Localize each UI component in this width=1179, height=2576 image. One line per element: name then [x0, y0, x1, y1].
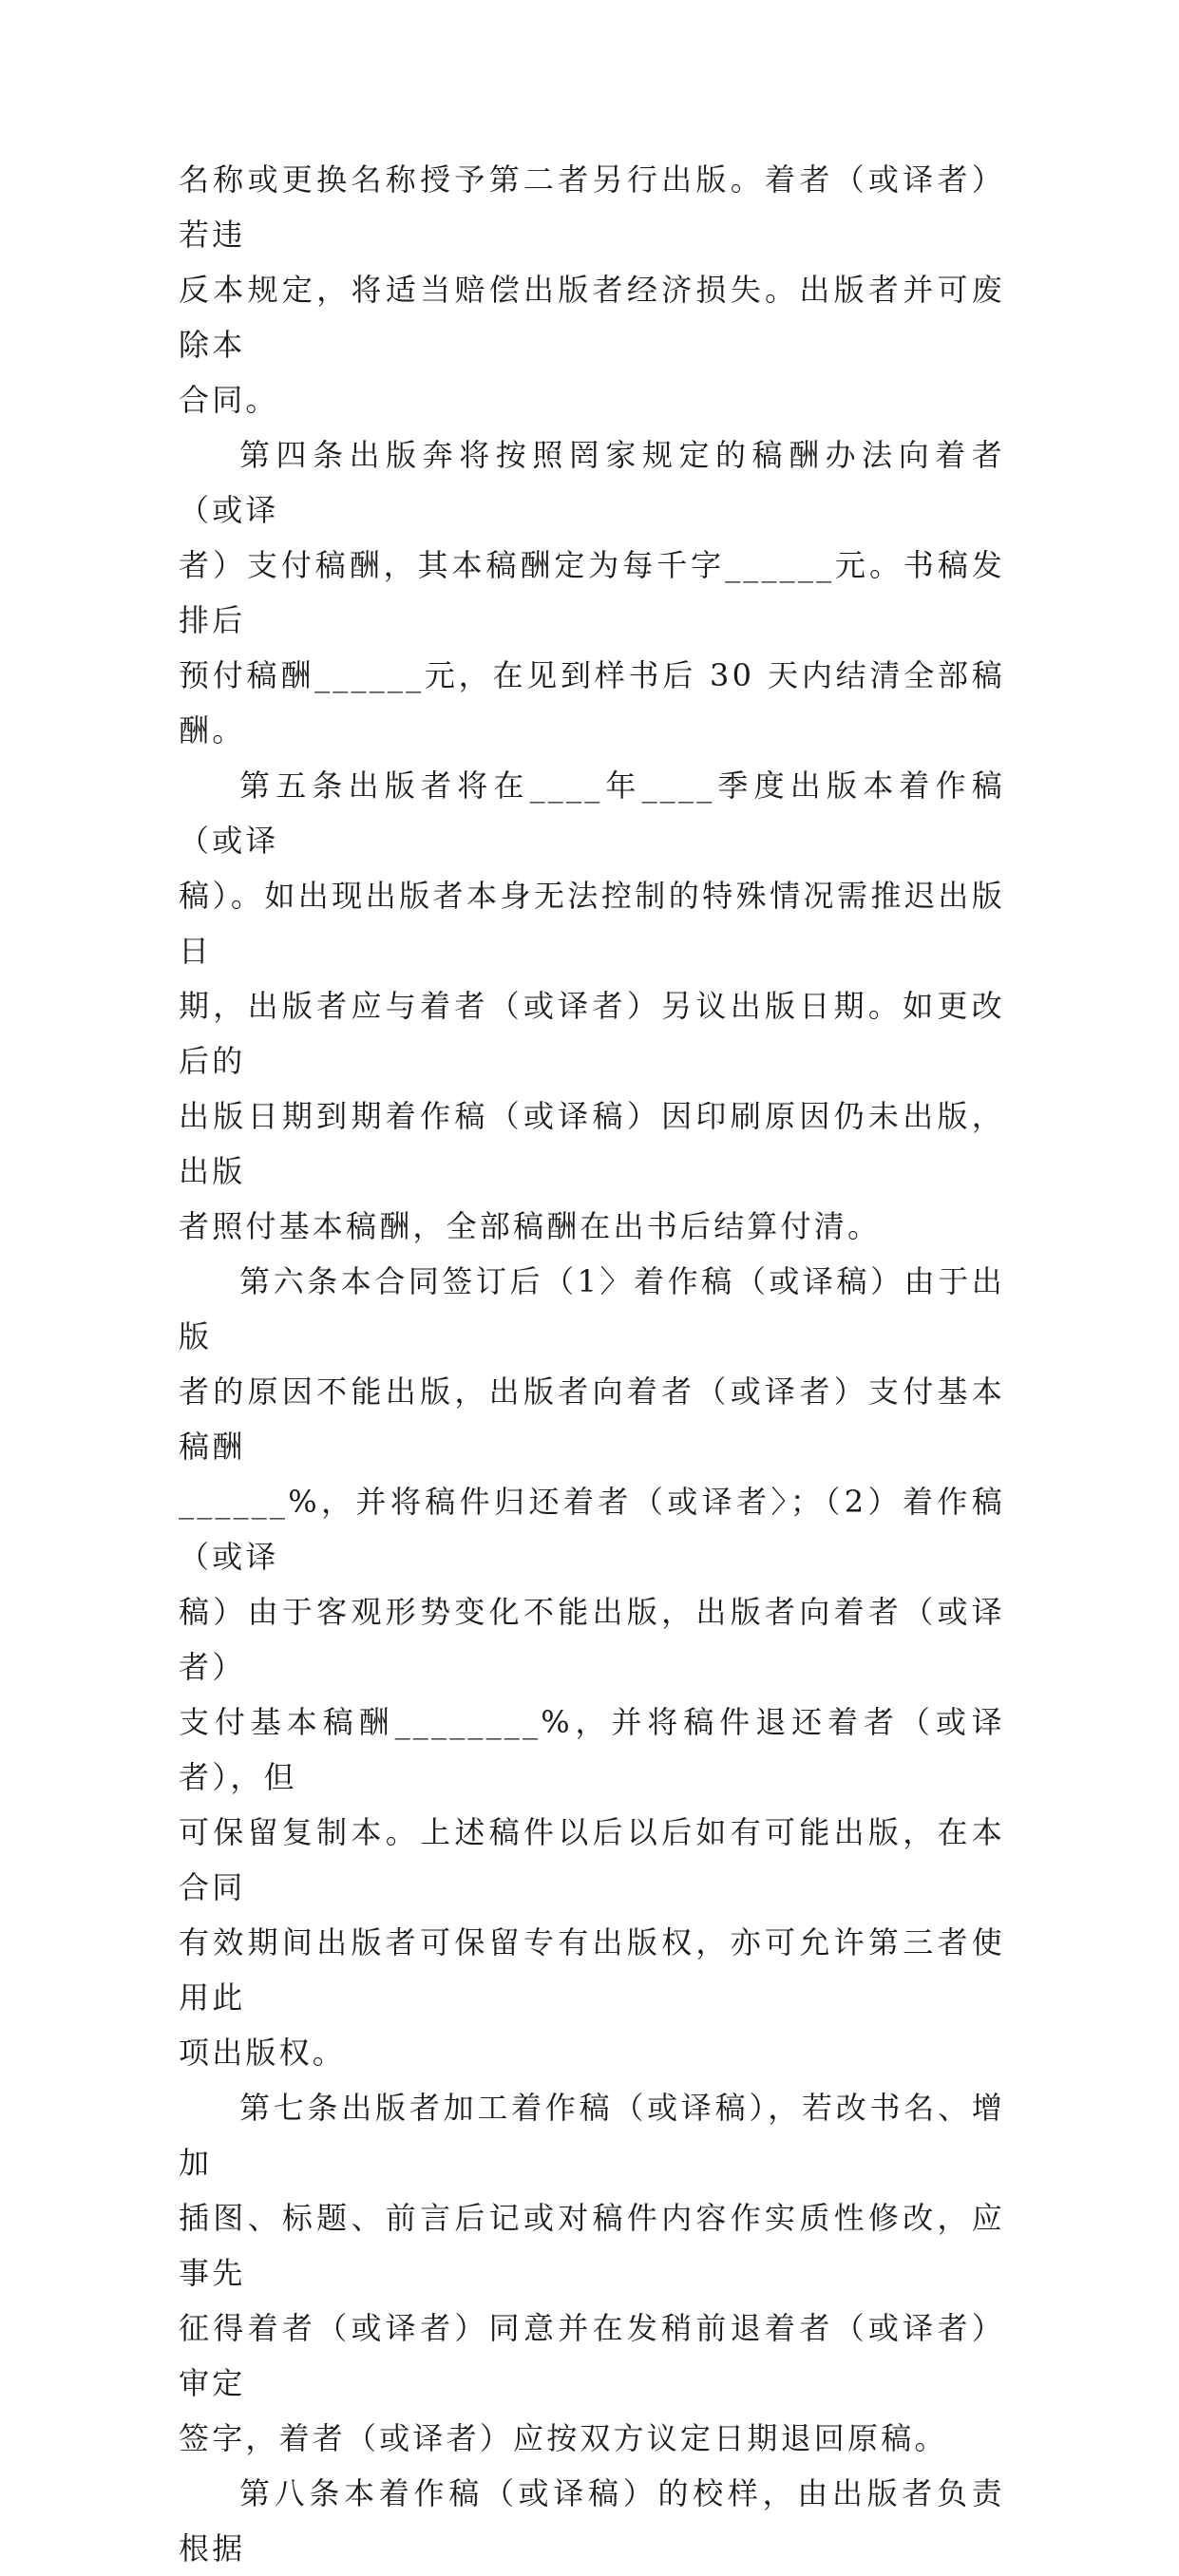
text-line: 预付稿酬______元，在见到样书后 30 天内结清全部稿酬。 — [179, 657, 1005, 748]
text-line: 有效期间出版者可保留专有出版权，亦可允许第三者使用此 — [179, 1924, 1005, 2016]
text-line: 第四条出版奔将按照罔家规定的稿酬办法向着者（或译 — [179, 437, 1005, 528]
text-line: ______%，并将稿件归还着者（或译者〉；（2）着作稿（或译 — [179, 1484, 1005, 1575]
paragraph-article-5 — [179, 758, 1005, 1254]
text-line: 期，出版者应与着者（或译者）另议出版日期。如更改后的 — [179, 988, 1005, 1079]
text-line: 稿）。如出现出版者本身无法控制的特殊情况需推迟出版日 — [179, 878, 1005, 969]
text-line: 名称或更换名称授予第二者另行出版。着者（或译者）若违 — [179, 161, 1005, 253]
text-line: 征得着者（或译者）同意并在发稍前退着者（或译者）审定 — [179, 2310, 1005, 2401]
text-line: 第六条本合同签订后（1〉着作稿（或译稿）由于出版 — [179, 1263, 1005, 1354]
text-line: 可保留复制本。上述稿件以后以后如有可能出版，在本合同 — [179, 1814, 1005, 1905]
text-line: 反本规定，将适当赔偿出版者经济损失。出版者并可废除本 — [179, 272, 1005, 363]
text-line: 插图、标题、前言后记或对稿件内容作实质性修改，应事先 — [179, 2200, 1005, 2291]
paragraph-article-4 — [179, 427, 1005, 758]
text-line: 第八条本着作稿（或译稿）的校样，由出版者负责根据 — [179, 2475, 1005, 2567]
text-line: 者）支付稿酬，其本稿酬定为每千字______元。书稿发排后 — [179, 547, 1005, 638]
paragraph-article-6 — [179, 1254, 1005, 2080]
text-line: 稿）由于客观形势变化不能出版，出版者向着者（或译者） — [179, 1594, 1005, 1685]
text-line: 第七条出版者加工着作稿（或译稿），若改书名、增加 — [179, 2090, 1005, 2181]
paragraph-article-7 — [179, 2080, 1005, 2466]
text-line: 签字，着者（或译者）应按双方议定日期退回原稿。 — [179, 2420, 948, 2456]
text-line: 者的原因不能出版，出版者向着者（或译者）支付基本稿酬 — [179, 1373, 1005, 1465]
text-line: 支付基本稿酬________%，并将稿件退还着者（或译者），但 — [179, 1704, 1005, 1795]
text-line: 出版日期到期着作稿（或译稿）因印刷原因仍未出版，出版 — [179, 1098, 1005, 1189]
paragraph-article-8 — [179, 2466, 1005, 2576]
text-line: 者照付基本稿酬，全部稿酬在出书后结算付清。 — [179, 1208, 882, 1244]
paragraph-continuation — [179, 152, 1005, 427]
text-line: 合同。 — [179, 382, 279, 418]
text-line: 项出版权。 — [179, 2035, 347, 2071]
contract-text — [179, 152, 1005, 2576]
text-line: 第五条出版者将在____年____季度出版本着作稿（或译 — [179, 767, 1005, 859]
